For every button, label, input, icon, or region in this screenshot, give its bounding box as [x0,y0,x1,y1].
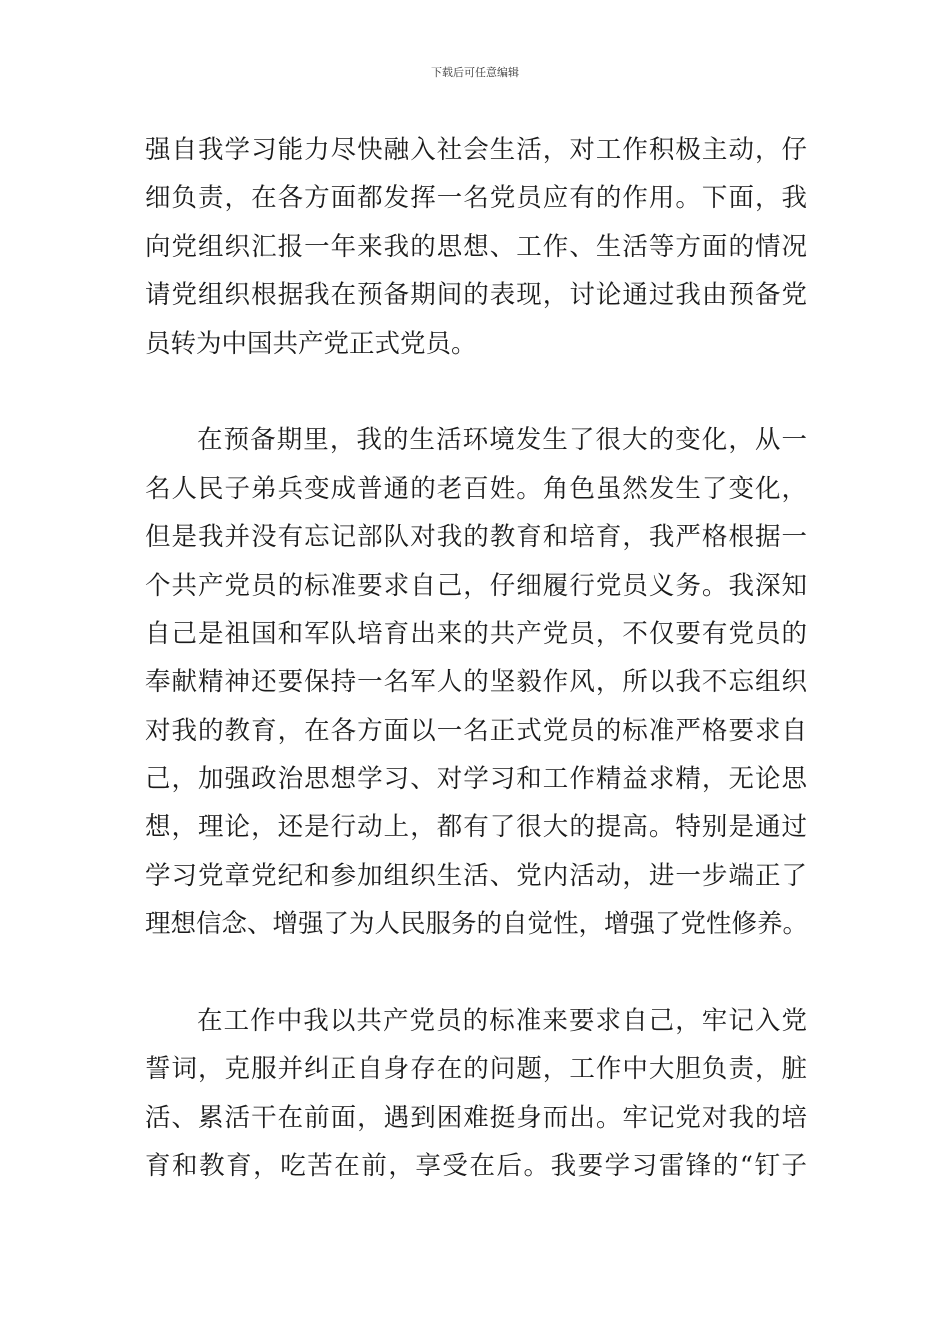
text-line: 个共产党员的标准要求自己，仔细履行党员义务。我深知 [145,570,807,601]
paragraph-1 [145,126,807,368]
text-line: 强自我学习能力尽快融入社会生活，对工作积极主动，仔 [145,135,807,165]
text-line: 向党组织汇报一年来我的思想、工作、生活等方面的情况 [145,231,807,262]
document-body [145,126,807,1191]
text-line: 在预备期里，我的生活环境发生了很大的变化，从一 [197,425,807,456]
text-line: 对我的教育，在各方面以一名正式党员的标准严格要求自 [145,715,807,746]
text-line: 学习党章党纪和参加组织生活、党内活动，进一步端正了 [145,860,807,891]
text-line: 奉献精神还要保持一名军人的坚毅作风，所以我不忘组织 [145,667,807,698]
page-header: 下载后可任意编辑 [431,66,519,79]
text-line: 名人民子弟兵变成普通的老百姓。角色虽然发生了变化， [145,473,807,504]
text-line: 育和教育，吃苦在前，享受在后。我要学习雷锋的“钉子 [145,1151,807,1182]
text-line: 员转为中国共产党正式党员。 [145,328,477,359]
paragraph-2 [145,416,807,948]
text-line: 誓词，克服并纠正自身存在的问题，工作中大胆负责，脏 [145,1054,807,1085]
text-line: 自己是祖国和军队培育出来的共产党员，不仅要有党员的 [145,618,807,649]
text-line: 请党组织根据我在预备期间的表现，讨论通过我由预备党 [145,280,807,311]
text-line: 细负责，在各方面都发挥一名党员应有的作用。下面，我 [145,183,807,214]
paragraph-spacer [145,949,807,997]
text-line: 己，加强政治思想学习、对学习和工作精益求精，无论思 [145,764,807,795]
text-line: 在工作中我以共产党员的标准来要求自己，牢记入党 [197,1006,807,1037]
text-line: 活、累活干在前面，遇到困难挺身而出。牢记党对我的培 [145,1102,807,1133]
text-line: 理想信念、增强了为人民服务的自觉性，增强了党性修养。 [145,909,809,940]
paragraph-spacer [145,368,807,416]
text-line: 但是我并没有忘记部队对我的教育和培育，我严格根据一 [145,522,807,553]
paragraph-3 [145,997,807,1191]
text-line: 想，理论，还是行动上，都有了很大的提高。特别是通过 [145,812,807,843]
